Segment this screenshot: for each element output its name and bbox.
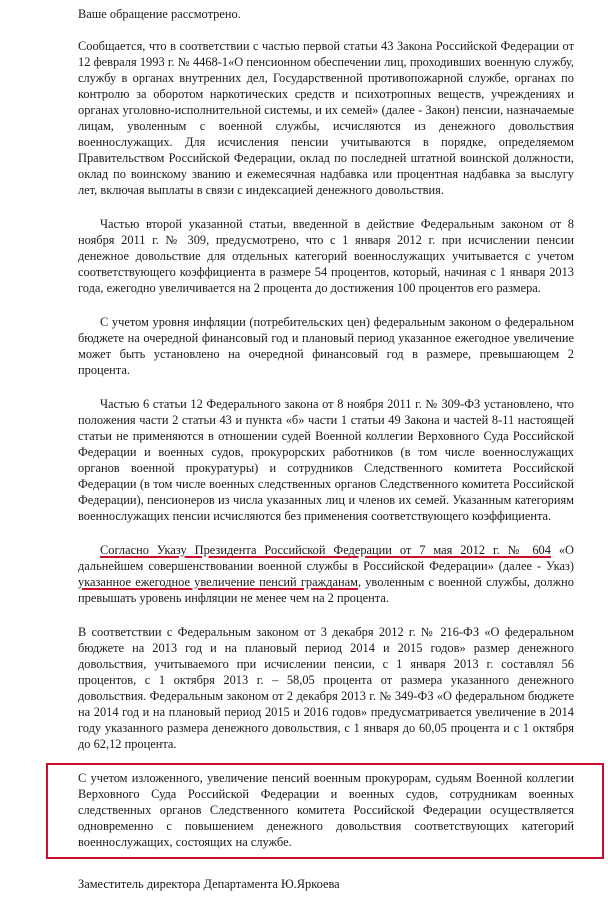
- paragraph-presidential-decree: [78, 542, 574, 606]
- paragraph-budget-law: В соответствии с Федеральным законом от 3 декабря 2012 г. № 216-ФЗ «О федеральном бюджете на 2013 год и на плановый период 2014 и 2015 годов» размер денежного довольствия, учитываемого при исчислении пенсии, с 1 января 2013 г. составлял 56 процентов, с 1 октября 2013 г. – 58,05 процента от размера указанного денежного довольствия. Федеральным законом от 2 декабря 2013 г. № 349-ФЗ «О федеральном бюджете на 2014 год и на плановый период 2015 и 2016 годов» предусматривается увеличение в 2014 году указанного размера денежного довольствия, с 1 января до 60,05 процента и с 1 октября до 62,12 процента.: [78, 625, 574, 751]
- conclusion-text: С учетом изложенного, увеличение пенсий военным прокурорам, судьям Военной коллегии Верховного Суда Российской Федерации и военных судов, сотрудникам военных следственных органов Следственного комитета Российской Федерации осуществляется одновременно с повышением денежного довольствия соответствующих категорий военнослужащих, состоящих на службе.: [78, 771, 574, 849]
- underlined-pension-increase: указанное ежегодное увеличение пенсий гражданам: [78, 575, 358, 589]
- paragraph-inflation: С учетом уровня инфляции (потребительских цен) федеральным законом о федеральном бюджете на очередной финансовый год и плановый период указанное ежегодное увеличение может быть установлено на очередной финансовый год в размере, превышающем 2 процента.: [78, 315, 574, 377]
- decree-end-text: , уволенным с военной службы, должно превышать уровень инфляции не менее чем на 2 процента.: [78, 575, 574, 605]
- paragraph-exceptions: Частью 6 статьи 12 Федерального закона от 8 ноября 2011 г. № 309-ФЗ установлено, что положения части 2 статьи 43 и пункта «б» части 1 статьи 49 Закона и частей 8-11 настоящей статьи не применяются в отношении судей Военной коллегии Верховного Суда Российской Федерации и военных судов, прокурорских работников (в том числе военнослужащих органов военной прокуратуры) и сотрудников Следственного комитета Российской Федерации (в том числе военных следственных органов Следственного комитета Российской Федерации), пенсионеров из числа указанных лиц и членов их семей. Указанным категориям военнослужащих пенсии исчисляются без применения соответствующего коэффициента.: [78, 397, 574, 523]
- document-body: [78, 6, 574, 892]
- paragraph-law-article-43: Сообщается, что в соответствии с частью первой статьи 43 Закона Российской Федерации от 12 февраля 1993 г. № 4468-1«О пенсионном обеспечении лиц, проходивших военную службу, службу в органах внутренних дел, Государственной противопожарной службе, органах по контролю за оборотом наркотических средств и психотропных веществ, учреждениях и органах уголовно-исполнительной системы, и их семей» (далее - Закон) пенсии, назначаемые лицам, уволенным с военной службы, исчисляются из денежного довольствия военнослужащих. Для исчисления пенсии учитываются в порядке, определяемом Правительством Российской Федерации, оклад по последней штатной воинской должности, оклад по воинскому званию и ежемесячная надбавка или процентная надбавка за выслугу лет, включая выплаты в связи с индексацией денежного довольствия.: [78, 39, 574, 197]
- decree-title-text: «О дальнейшем совершенствовании военной службы в Российской Федерации» (далее - Указ): [78, 543, 574, 573]
- signature: Заместитель директора Департамента Ю.Яркоева: [78, 877, 340, 891]
- paragraph-coefficient: Частью второй указанной статьи, введенной в действие Федеральным законом от 8 ноября 2011 г. № 309, предусмотрено, что с 1 января 2012 г. при исчислении пенсии денежное довольствие для отдельных категорий военнослужащих учитывается с учетом соответствующего коэффициента в размере 54 процентов, который, начиная с 1 января 2013 года, ежегодно увеличивается на 2 процента до достижения 100 процентов его размера.: [78, 217, 574, 295]
- greeting: Ваше обращение рассмотрено.: [78, 7, 241, 21]
- paragraph-conclusion-boxed: [78, 770, 574, 850]
- underlined-decree-reference: Согласно Указу Президента Российской Федерации от 7 мая 2012 г. № 604: [100, 543, 551, 557]
